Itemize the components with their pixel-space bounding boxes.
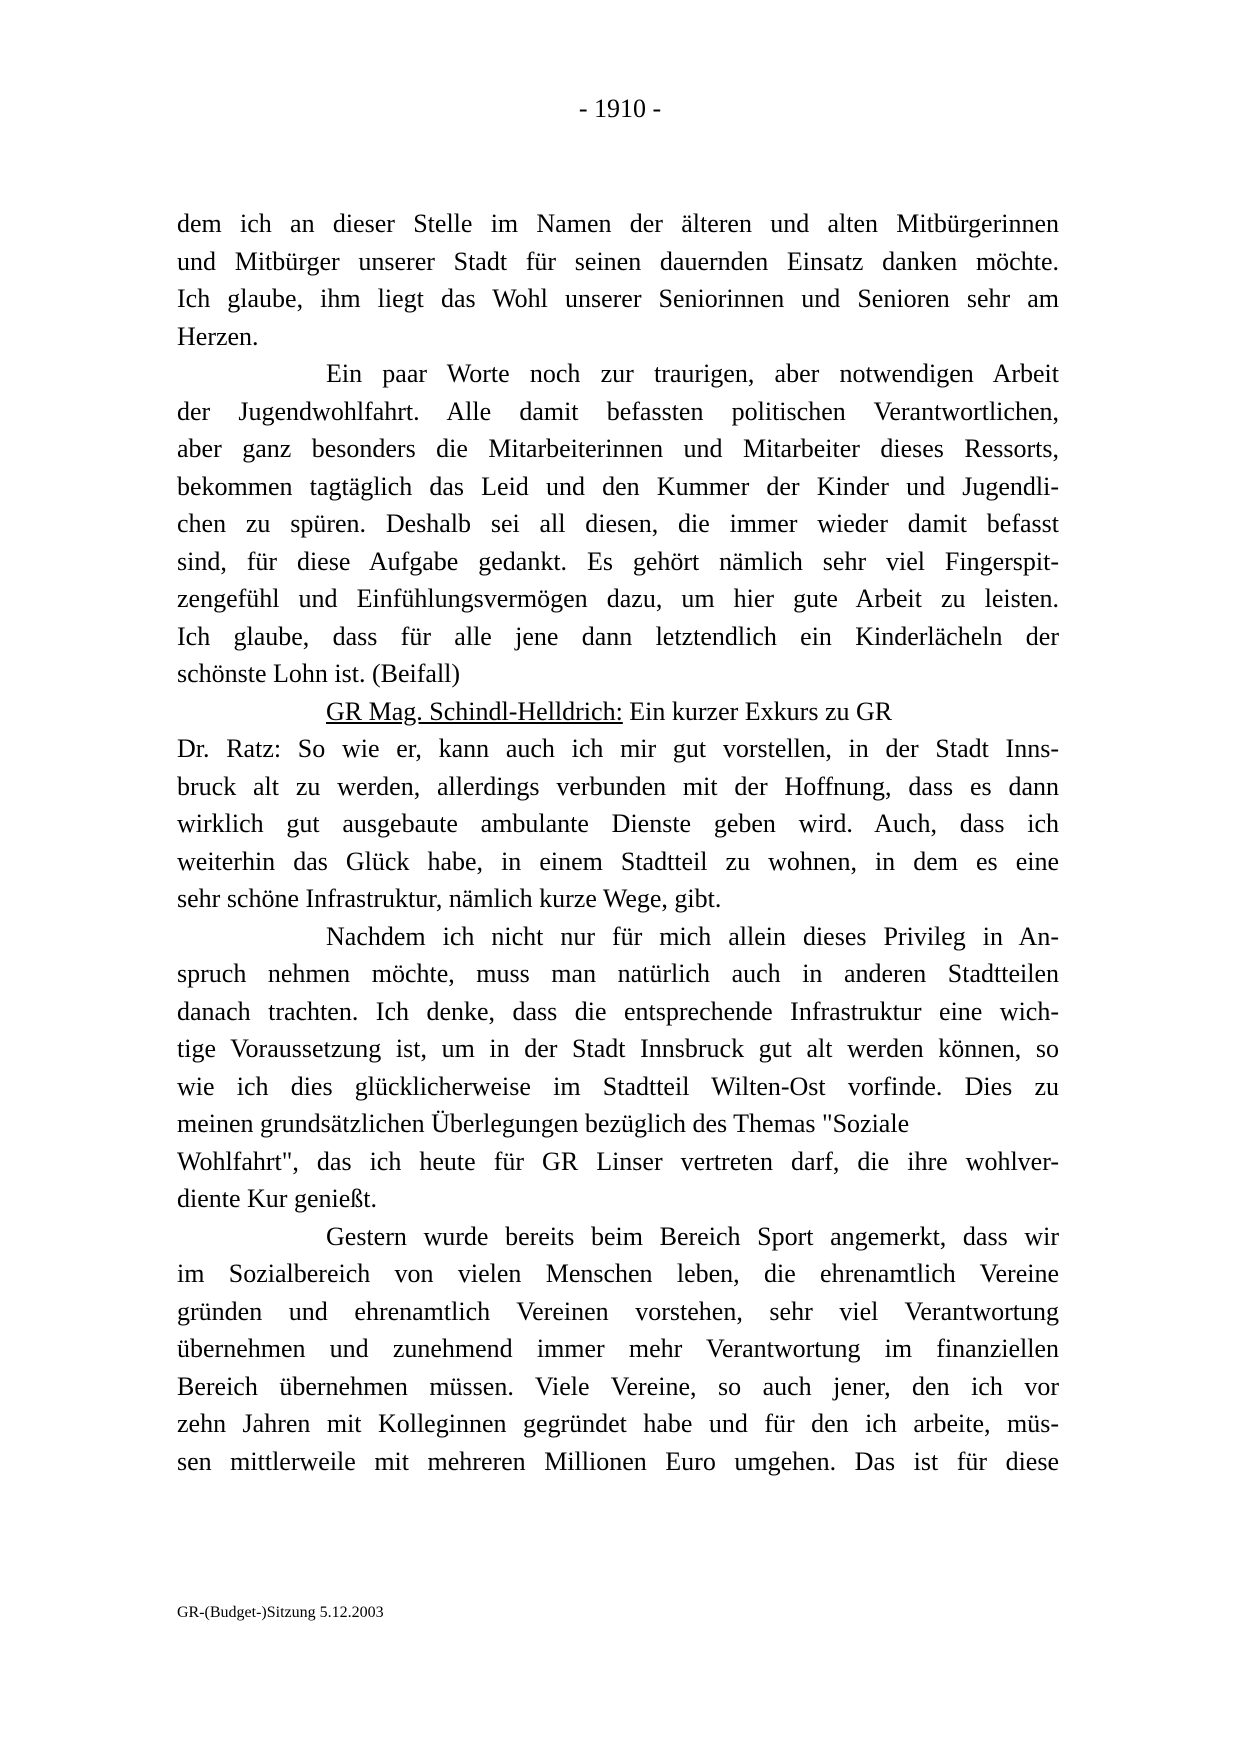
text-line: Gestern wurde bereits beim Bereich Sport angemerkt, dass wir (326, 1221, 1059, 1251)
text-line: Ich glaube, dass für alle jene dann letztendlich ein Kinderlächeln der (177, 621, 1059, 651)
text-line: Ich glaube, ihm liegt das Wohl unserer Seniorinnen und Senioren sehr am (177, 284, 1059, 313)
text-line: danach trachten. Ich denke, dass die entsprechende Infrastruktur eine wich- (177, 996, 1059, 1026)
text-line: Herzen. (177, 321, 259, 351)
text-line: dem ich an dieser Stelle im Namen der älteren und alten Mitbürgerinnen (177, 209, 1059, 238)
text-line: spruch nehmen möchte, muss man natürlich auch in anderen Stadtteilen (177, 959, 1059, 988)
speaker-name: GR Mag. Schindl-Helldrich: (326, 696, 623, 726)
body-text (177, 205, 1059, 1480)
text-line: Ein paar Worte noch zur traurigen, aber notwendigen Arbeit (326, 359, 1059, 388)
page-number: - 1910 - (578, 94, 662, 123)
text-line: sind, für diese Aufgabe gedankt. Es gehört nämlich sehr viel Fingerspit- (177, 546, 1059, 576)
footer-session-info: GR-(Budget-)Sitzung 5.12.2003 (177, 1604, 384, 1621)
text-line: sen mittlerweile mit mehreren Millionen Euro umgehen. Das ist für diese (177, 1446, 1059, 1476)
text-line: sehr schöne Infrastruktur, nämlich kurze Wege, gibt. (177, 884, 722, 913)
text-line: chen zu spüren. Deshalb sei all diesen, die immer wieder damit befasst (177, 509, 1059, 538)
text-line: übernehmen und zunehmend immer mehr Verantwortung im finanziellen (177, 1334, 1059, 1363)
text-line: meinen grundsätzlichen Überlegungen bezüglich des Themas "Soziale (177, 1109, 910, 1138)
text-line: Bereich übernehmen müssen. Viele Vereine, so auch jener, den ich vor (177, 1371, 1059, 1401)
text-line: Nachdem ich nicht nur für mich allein dieses Privileg in An- (326, 921, 1059, 951)
text-line: der Jugendwohlfahrt. Alle damit befassten politischen Verantwortlichen, (177, 396, 1059, 426)
text-line: gründen und ehrenamtlich Vereinen vorstehen, sehr viel Verantwortung (177, 1296, 1059, 1326)
speaker-line-text: Ein kurzer Exkurs zu GR (629, 696, 893, 726)
text-line: im Sozialbereich von vielen Menschen leben, die ehrenamtlich Vereine (177, 1259, 1059, 1288)
text-line: zehn Jahren mit Kolleginnen gegründet habe und für den ich arbeite, müs- (177, 1409, 1059, 1438)
speaker-line (177, 693, 1059, 731)
text-line: bruck alt zu werden, allerdings verbunden mit der Hoffnung, dass es dann (177, 771, 1059, 801)
text-line: aber ganz besonders die Mitarbeiterinnen und Mitarbeiter dieses Ressorts, (177, 434, 1059, 463)
text-line: und Mitbürger unserer Stadt für seinen dauernden Einsatz danken möchte. (177, 246, 1059, 276)
text-line: zengefühl und Einfühlungsvermögen dazu, um hier gute Arbeit zu leisten. (177, 584, 1059, 613)
text-line: tige Voraussetzung ist, um in der Stadt Innsbruck gut alt werden können, so (177, 1034, 1059, 1063)
text-line: Wohlfahrt", das ich heute für GR Linser vertreten darf, die ihre wohlver- (177, 1146, 1059, 1176)
text-line: Dr. Ratz: So wie er, kann auch ich mir gut vorstellen, in der Stadt Inns- (177, 734, 1059, 763)
text-line: wirklich gut ausgebaute ambulante Dienste geben wird. Auch, dass ich (177, 809, 1059, 838)
text-line: wie ich dies glücklicherweise im Stadtteil Wilten-Ost vorfinde. Dies zu (177, 1071, 1059, 1101)
text-line: schönste Lohn ist. (Beifall) (177, 659, 461, 688)
text-line: bekommen tagtäglich das Leid und den Kummer der Kinder und Jugendli- (177, 471, 1059, 501)
text-line: weiterhin das Glück habe, in einem Stadtteil zu wohnen, in dem es eine (177, 846, 1059, 876)
text-line: diente Kur genießt. (177, 1184, 377, 1213)
